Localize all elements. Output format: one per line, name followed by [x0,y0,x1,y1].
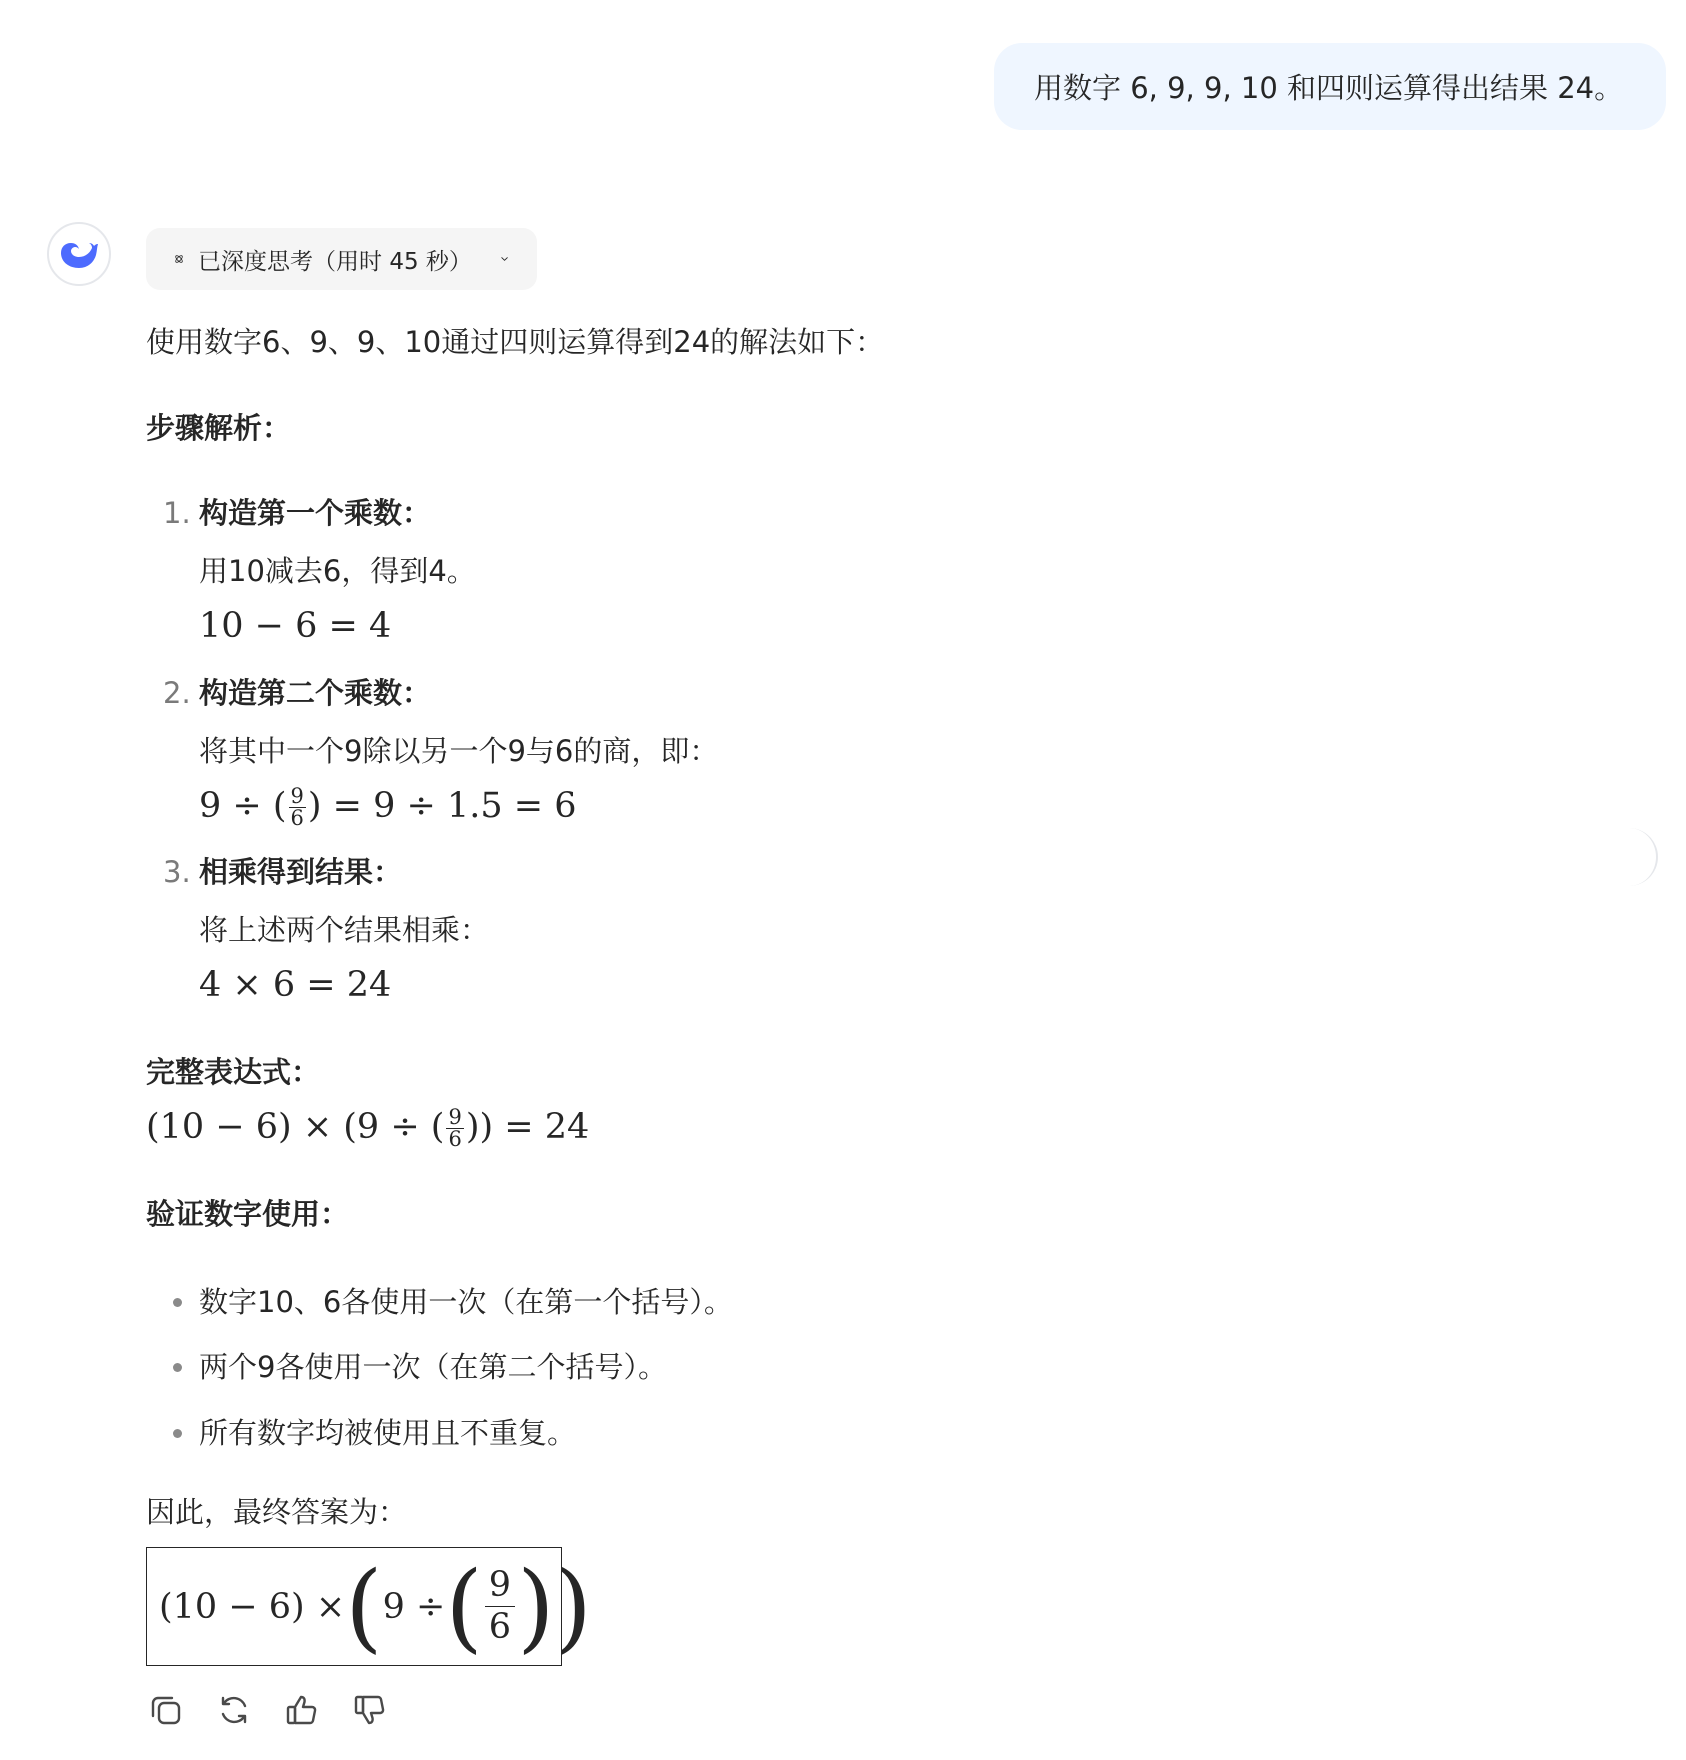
dislike-button[interactable] [350,1690,390,1730]
chevron-down-icon [500,249,509,269]
step-text: 将其中一个9除以另一个9与6的商，即： [199,734,719,768]
step-text: 用10减去6，得到4。 [199,554,476,588]
step-title: 相乘得到结果： [199,855,403,889]
step-text: 将上述两个结果相乘： [199,913,490,947]
verify-item: 两个9各使用一次（在第二个括号）。 [199,1350,667,1384]
step-math: 10 − 6 = 4 [199,606,392,646]
bullet-dot [173,1429,182,1438]
step-math: 4 × 6 = 24 [199,965,392,1005]
verify-heading: 验证数字使用： [146,1197,350,1231]
thumbs-down-icon [352,1692,388,1728]
regenerate-icon [216,1692,252,1728]
step-title: 构造第二个乘数： [199,676,432,710]
assistant-avatar [47,222,111,286]
step-math: 9 ÷ ( $\frac{9}{6}$ ) = 9 ÷ 1.5 = 6 [199,784,577,830]
step-number: 1. [163,496,191,530]
user-message-bubble [994,43,1666,130]
steps-heading: 步骤解析： [146,411,292,445]
final-answer-label: 因此，最终答案为： [146,1495,408,1529]
answer-intro: 使用数字6、9、9、10通过四则运算得到24的解法如下： [146,325,885,359]
step-number: 2. [163,676,191,710]
thumbs-up-icon [284,1692,320,1728]
verify-item: 数字10、6各使用一次（在第一个括号）。 [199,1285,733,1319]
copy-button[interactable] [146,1690,186,1730]
verify-item: 所有数字均被使用且不重复。 [199,1416,577,1450]
bullet-dot [173,1363,182,1372]
whale-logo-icon [58,238,100,270]
scroll-edge-indicator[interactable] [1612,828,1658,886]
regenerate-button[interactable] [214,1690,254,1730]
final-answer-box: (10 − 6) × ( 9 ÷ ( $\frac{9}{6}$ ) ) [146,1547,562,1666]
step-title: 构造第一个乘数： [199,496,432,530]
user-message-text: 用数字 6, 9, 9, 10 和四则运算得出结果 24。 [1034,71,1624,105]
message-actions [146,1690,390,1730]
step-number: 3. [163,855,191,889]
bullet-dot [173,1298,182,1307]
full-expression: (10 − 6) × (9 ÷ ( $\frac{9}{6}$ )) = 24 [146,1105,590,1151]
copy-icon [148,1692,184,1728]
atom-icon [174,248,184,270]
deep-thinking-toggle[interactable] [146,228,537,290]
full-expression-heading: 完整表达式： [146,1055,321,1089]
like-button[interactable] [282,1690,322,1730]
thinking-label: 已深度思考（用时 45 秒） [198,248,472,275]
